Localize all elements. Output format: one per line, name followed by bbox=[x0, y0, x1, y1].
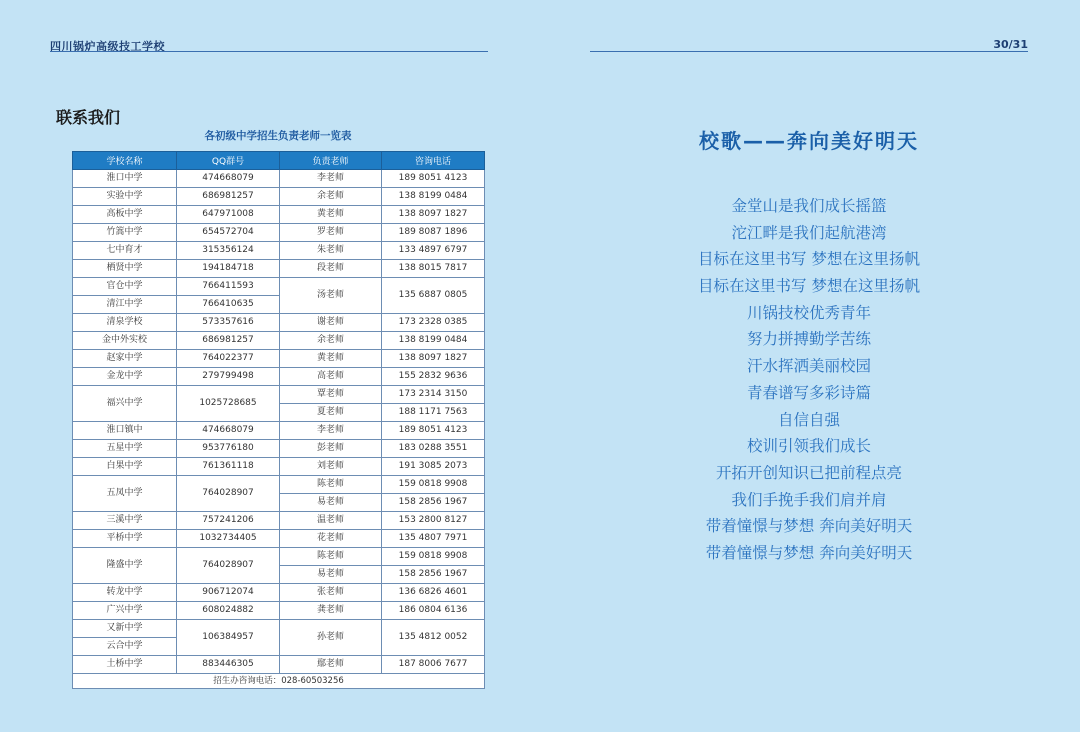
qq-cell: 1025728685 bbox=[177, 386, 280, 422]
table-row bbox=[73, 314, 485, 332]
phone-cell: 186 0804 6136 bbox=[382, 602, 485, 620]
school-cell: 清江中学 bbox=[73, 296, 177, 314]
phone-cell: 135 4812 0052 bbox=[382, 620, 485, 656]
school-cell: 福兴中学 bbox=[73, 386, 177, 422]
school-cell: 金中外实校 bbox=[73, 332, 177, 350]
table-row bbox=[73, 584, 485, 602]
lyric-line: 努力拼搏勤学苦练 bbox=[746, 330, 871, 349]
teacher-cell: 孙老师 bbox=[280, 620, 382, 656]
school-cell: 五凤中学 bbox=[73, 476, 177, 512]
phone-cell: 158 2856 1967 bbox=[382, 566, 485, 584]
school-cell: 实验中学 bbox=[73, 188, 177, 206]
qq-cell: 953776180 bbox=[177, 440, 280, 458]
teacher-cell: 谢老师 bbox=[280, 314, 382, 332]
qq-cell: 194184718 bbox=[177, 260, 280, 278]
teacher-cell: 陈老师 bbox=[280, 476, 382, 494]
qq-cell: 474668079 bbox=[177, 170, 280, 188]
lyric-line: 带着憧憬与梦想 奔向美好明天 bbox=[705, 517, 913, 536]
lyric-line: 开拓开创知识已把前程点亮 bbox=[715, 463, 902, 482]
school-cell: 淮口中学 bbox=[73, 170, 177, 188]
table-row bbox=[73, 476, 485, 494]
phone-cell: 189 8087 1896 bbox=[382, 224, 485, 242]
song-title: 校歌——奔向美好明天 bbox=[699, 129, 919, 153]
qq-cell: 1032734405 bbox=[177, 530, 280, 548]
teacher-cell: 刘老师 bbox=[280, 458, 382, 476]
teacher-cell: 罗老师 bbox=[280, 224, 382, 242]
table-caption: 各初级中学招生负责老师一览表 bbox=[204, 130, 352, 142]
table-row bbox=[73, 458, 485, 476]
school-cell: 土桥中学 bbox=[73, 656, 177, 674]
school-cell: 云合中学 bbox=[73, 638, 177, 656]
phone-cell: 187 8006 7677 bbox=[382, 656, 485, 674]
qq-cell: 764028907 bbox=[177, 548, 280, 584]
table-row bbox=[73, 440, 485, 458]
column-header: 学校名称 bbox=[73, 152, 177, 170]
lyric-line: 目标在这里书写 梦想在这里扬帆 bbox=[698, 250, 920, 269]
admissions-phone-note: 招生办咨询电话：028-60503256 bbox=[73, 674, 485, 689]
teacher-cell: 张老师 bbox=[280, 584, 382, 602]
teacher-cell: 陈老师 bbox=[280, 548, 382, 566]
teacher-cell: 温老师 bbox=[280, 512, 382, 530]
teacher-cell: 李老师 bbox=[280, 170, 382, 188]
school-cell: 官仓中学 bbox=[73, 278, 177, 296]
phone-cell: 173 2328 0385 bbox=[382, 314, 485, 332]
school-cell: 广兴中学 bbox=[73, 602, 177, 620]
phone-cell: 188 1171 7563 bbox=[382, 404, 485, 422]
table-row bbox=[73, 620, 485, 638]
lyric-line: 目标在这里书写 梦想在这里扬帆 bbox=[698, 277, 920, 296]
table-row bbox=[73, 224, 485, 242]
teacher-cell: 余老师 bbox=[280, 332, 382, 350]
contacts-table bbox=[72, 151, 485, 689]
teacher-cell: 易老师 bbox=[280, 494, 382, 512]
school-cell: 又新中学 bbox=[73, 620, 177, 638]
phone-cell: 158 2856 1967 bbox=[382, 494, 485, 512]
teacher-cell: 余老师 bbox=[280, 188, 382, 206]
table-header-row bbox=[73, 152, 485, 170]
lyric-line: 自信自强 bbox=[777, 410, 840, 429]
school-cell: 隆盛中学 bbox=[73, 548, 177, 584]
phone-cell: 153 2800 8127 bbox=[382, 512, 485, 530]
phone-cell: 135 4807 7971 bbox=[382, 530, 485, 548]
qq-cell: 883446305 bbox=[177, 656, 280, 674]
school-cell: 三溪中学 bbox=[73, 512, 177, 530]
school-cell: 栖贤中学 bbox=[73, 260, 177, 278]
table-row bbox=[73, 242, 485, 260]
teacher-cell: 龚老师 bbox=[280, 602, 382, 620]
phone-cell: 159 0818 9908 bbox=[382, 548, 485, 566]
lyric-line: 带着憧憬与梦想 奔向美好明天 bbox=[705, 543, 913, 562]
qq-cell: 764022377 bbox=[177, 350, 280, 368]
phone-cell: 138 8015 7817 bbox=[382, 260, 485, 278]
lyric-line: 青春谱写多彩诗篇 bbox=[746, 383, 871, 402]
teacher-cell: 朱老师 bbox=[280, 242, 382, 260]
table-row bbox=[73, 386, 485, 404]
column-header: QQ群号 bbox=[177, 152, 280, 170]
qq-cell: 654572704 bbox=[177, 224, 280, 242]
qq-cell: 608024882 bbox=[177, 602, 280, 620]
qq-cell: 279799498 bbox=[177, 368, 280, 386]
school-cell: 七中育才 bbox=[73, 242, 177, 260]
qq-cell: 647971008 bbox=[177, 206, 280, 224]
teacher-cell: 易老师 bbox=[280, 566, 382, 584]
school-cell: 高板中学 bbox=[73, 206, 177, 224]
header-rule-right bbox=[590, 51, 1028, 52]
qq-cell: 686981257 bbox=[177, 188, 280, 206]
teacher-cell: 汤老师 bbox=[280, 278, 382, 314]
qq-cell: 906712074 bbox=[177, 584, 280, 602]
page-number: 30/31 bbox=[993, 38, 1028, 51]
table-row bbox=[73, 422, 485, 440]
lyric-line: 我们手挽手我们肩并肩 bbox=[731, 490, 887, 509]
lyric-line: 校训引领我们成长 bbox=[746, 437, 871, 456]
table-row bbox=[73, 278, 485, 296]
school-cell: 淮口镇中 bbox=[73, 422, 177, 440]
table-row bbox=[73, 548, 485, 566]
section-title: 联系我们 bbox=[56, 108, 121, 127]
qq-cell: 757241206 bbox=[177, 512, 280, 530]
phone-cell: 191 3085 2073 bbox=[382, 458, 485, 476]
school-cell: 竹篙中学 bbox=[73, 224, 177, 242]
teacher-cell: 夏老师 bbox=[280, 404, 382, 422]
song-lyrics bbox=[590, 193, 1028, 567]
phone-cell: 138 8199 0484 bbox=[382, 188, 485, 206]
phone-cell: 189 8051 4123 bbox=[382, 170, 485, 188]
table-row bbox=[73, 332, 485, 350]
phone-cell: 173 2314 3150 bbox=[382, 386, 485, 404]
qq-cell: 761361118 bbox=[177, 458, 280, 476]
school-cell: 赵家中学 bbox=[73, 350, 177, 368]
table-row bbox=[73, 350, 485, 368]
table-row bbox=[73, 530, 485, 548]
table-row bbox=[73, 170, 485, 188]
qq-cell: 315356124 bbox=[177, 242, 280, 260]
teacher-cell: 段老师 bbox=[280, 260, 382, 278]
qq-cell: 106384957 bbox=[177, 620, 280, 656]
table-row bbox=[73, 656, 485, 674]
phone-cell: 138 8199 0484 bbox=[382, 332, 485, 350]
qq-cell: 766411593 bbox=[177, 278, 280, 296]
teacher-cell: 黄老师 bbox=[280, 206, 382, 224]
phone-cell: 155 2832 9636 bbox=[382, 368, 485, 386]
phone-cell: 183 0288 3551 bbox=[382, 440, 485, 458]
phone-cell: 133 4897 6797 bbox=[382, 242, 485, 260]
school-cell: 平桥中学 bbox=[73, 530, 177, 548]
school-cell: 清泉学校 bbox=[73, 314, 177, 332]
teacher-cell: 花老师 bbox=[280, 530, 382, 548]
phone-cell: 159 0818 9908 bbox=[382, 476, 485, 494]
table-row bbox=[73, 512, 485, 530]
phone-cell: 136 6826 4601 bbox=[382, 584, 485, 602]
teacher-cell: 彭老师 bbox=[280, 440, 382, 458]
school-cell: 五星中学 bbox=[73, 440, 177, 458]
column-header: 咨询电话 bbox=[382, 152, 485, 170]
teacher-cell: 李老师 bbox=[280, 422, 382, 440]
qq-cell: 766410635 bbox=[177, 296, 280, 314]
qq-cell: 573357616 bbox=[177, 314, 280, 332]
lyric-line: 金堂山是我们成长摇篮 bbox=[731, 197, 887, 215]
lyric-line: 川锅技校优秀青年 bbox=[746, 303, 871, 322]
qq-cell: 474668079 bbox=[177, 422, 280, 440]
header-rule-left bbox=[50, 51, 488, 52]
phone-cell: 138 8097 1827 bbox=[382, 350, 485, 368]
teacher-cell: 覃老师 bbox=[280, 386, 382, 404]
school-cell: 转龙中学 bbox=[73, 584, 177, 602]
phone-cell: 135 6887 0805 bbox=[382, 278, 485, 314]
school-cell: 白果中学 bbox=[73, 458, 177, 476]
phone-cell: 138 8097 1827 bbox=[382, 206, 485, 224]
teacher-cell: 鄢老师 bbox=[280, 656, 382, 674]
table-row bbox=[73, 602, 485, 620]
table-row bbox=[73, 260, 485, 278]
school-name-header: 四川锅炉高级技工学校 bbox=[50, 40, 165, 53]
phone-cell: 189 8051 4123 bbox=[382, 422, 485, 440]
table-footer-row bbox=[73, 674, 485, 689]
lyric-line: 汗水挥洒美丽校园 bbox=[746, 357, 871, 376]
table-row bbox=[73, 206, 485, 224]
teacher-cell: 高老师 bbox=[280, 368, 382, 386]
qq-cell: 764028907 bbox=[177, 476, 280, 512]
qq-cell: 686981257 bbox=[177, 332, 280, 350]
column-header: 负责老师 bbox=[280, 152, 382, 170]
lyric-line: 沱江畔是我们起航港湾 bbox=[731, 223, 887, 242]
school-cell: 金龙中学 bbox=[73, 368, 177, 386]
teacher-cell: 黄老师 bbox=[280, 350, 382, 368]
table-row bbox=[73, 188, 485, 206]
table-row bbox=[73, 368, 485, 386]
